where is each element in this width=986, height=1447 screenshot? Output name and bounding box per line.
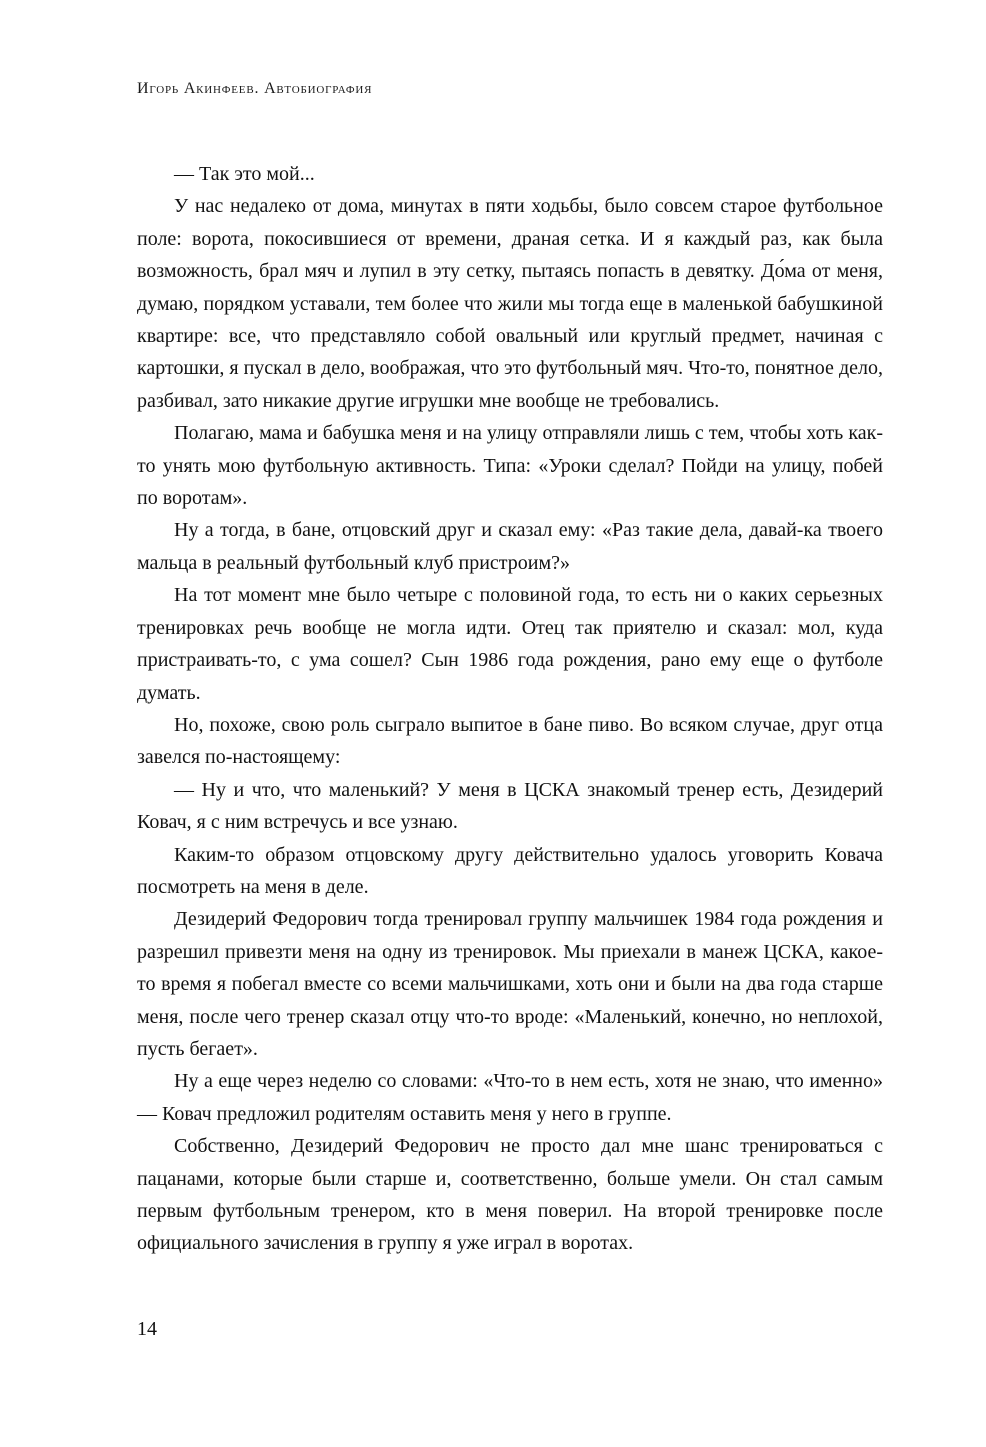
paragraph: — Ну и что, что маленький? У меня в ЦСКА знакомый тренер есть, Дезидерий Ковач, я с ним встречусь и все узнаю.	[137, 778, 883, 834]
running-header: Игорь Акинфеев. Автобиография	[137, 80, 373, 97]
paragraph: Но, похоже, свою роль сыграло выпитое в бане пиво. Во всяком случае, друг отца завелся по-настоящему:	[137, 713, 883, 769]
paragraph: На тот момент мне было четыре с половиной года, то есть ни о каких серьезных тренировках речь вообще не могла идти. Отец так приятелю и сказал: мол, куда пристраивать-то, с ума сошел? Сын 1986 года рождения, рано ему еще о футболе думать.	[137, 584, 883, 704]
page-number: 14	[137, 1318, 157, 1340]
paragraph: У нас недалеко от дома, минутах в пяти ходьбы, было совсем старое футбольное поле: ворота, покосившиеся от времени, драная сетка. И я каждый раз, как была возможность, брал мяч и лупил в эту сетку, пытаясь попасть в девятку. До́ма от меня, думаю, порядком уставали, тем более что жили мы тогда еще в маленькой бабушкиной квартире: все, что представляло собой овальный или круглый предмет, начиная с картошки, я пускал в дело, воображая, что это футбольный мяч. Что-то, понятное дело, разбивал, зато никакие другие игрушки мне вообще не требовались.	[137, 195, 883, 412]
paragraph: Каким-то образом отцовскому другу действительно удалось уговорить Ковача посмотреть на меня в деле.	[137, 843, 883, 898]
body-text	[137, 158, 883, 1260]
paragraph: Собственно, Дезидерий Федорович не просто дал мне шанс тренироваться с пацанами, которые были старше и, соответственно, больше умели. Он стал самым первым футбольным тренером, кто в меня поверил. На второй тренировке после официального зачисления в группу я уже играл в воротах.	[137, 1135, 883, 1255]
paragraph: Ну а еще через неделю со словами: «Что-то в нем есть, хотя не знаю, что именно» — Ковач предложил родителям оставить меня у него в группе.	[137, 1070, 883, 1125]
paragraph: — Так это мой...	[174, 163, 315, 185]
paragraph: Дезидерий Федорович тогда тренировал группу мальчишек 1984 года рождения и разрешил привезти меня на одну из тренировок. Мы приехали в манеж ЦСКА, какое-то время я побегал вместе со всеми мальчишками, хоть они и были на два года старше меня, после чего тренер сказал отцу что-то вроде: «Маленький, конечно, но неплохой, пусть бегает».	[137, 908, 883, 1060]
paragraph: Полагаю, мама и бабушка меня и на улицу отправляли лишь с тем, чтобы хоть как-то унять мою футбольную активность. Типа: «Уроки сделал? Пойди на улицу, побей по воротам».	[137, 422, 883, 510]
paragraph: Ну а тогда, в бане, отцовский друг и сказал ему: «Раз такие дела, давай-ка твоего мальца в реальный футбольный клуб пристроим?»	[137, 519, 883, 574]
